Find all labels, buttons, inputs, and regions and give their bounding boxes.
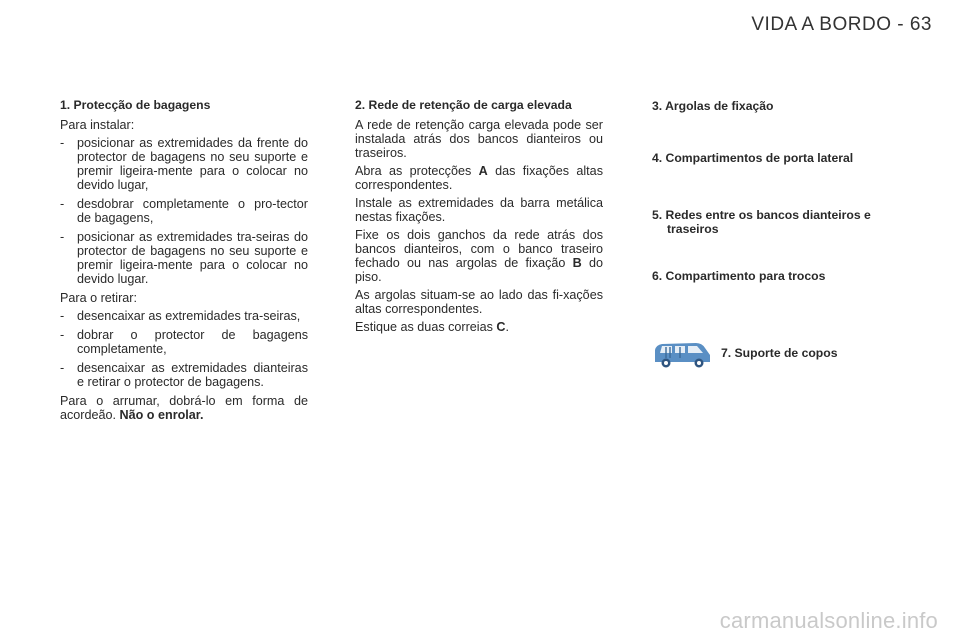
section-heading: 2. Rede de retenção de carga elevada bbox=[355, 98, 572, 112]
store-warning: Não o enrolar. bbox=[119, 408, 204, 422]
heading-coin-compartment: 6. Compartimento para trocos bbox=[652, 269, 826, 283]
paragraph: A rede de retenção carga elevada pode ser instalada atrás dos bancos dianteiros ou traseiros. bbox=[355, 118, 603, 160]
watermark: carmanualsonline.info bbox=[719, 608, 938, 633]
car-icon bbox=[652, 336, 712, 370]
page-header: VIDA A BORDO - 63 bbox=[751, 14, 932, 35]
paragraph: Abra as protecções A das fixações altas correspondentes. bbox=[355, 164, 603, 192]
column-cargo-net bbox=[355, 98, 603, 338]
list-item: - desencaixar as extremidades tra-seiras, bbox=[60, 309, 301, 323]
remove-label: Para o retirar: bbox=[60, 291, 137, 305]
section-heading: 1. Protecção de bagagens bbox=[60, 98, 211, 112]
list-item: - dobrar o protector de bagagens completamente, bbox=[60, 328, 308, 356]
heading-nets-between-seats: 5. Redes entre os bancos dianteiros e traseiros bbox=[652, 208, 871, 236]
paragraph: As argolas situam-se ao lado das fi-xações altas correspondentes. bbox=[355, 288, 603, 316]
heading-door-compartments: 4. Compartimentos de porta lateral bbox=[652, 151, 854, 165]
paragraph: Estique as duas correias C. bbox=[355, 320, 510, 334]
paragraph: Fixe os dois ganchos da rede atrás dos bancos dianteiros, com o banco traseiro fechado ou nas argolas de fixação B do piso. bbox=[355, 228, 603, 284]
store-paragraph: Para o arrumar, dobrá-lo em forma de acordeão. Não o enrolar. bbox=[60, 394, 308, 422]
heading-fixing-rings: 3. Argolas de fixação bbox=[652, 99, 774, 113]
list-item: - posicionar as extremidades da frente do protector de bagagens no seu suporte e premir ligeira-mente para o colocar no devido lugar, bbox=[60, 136, 308, 192]
paragraph: Instale as extremidades da barra metálica nestas fixações. bbox=[355, 196, 603, 224]
heading-cup-holder: 7. Suporte de copos bbox=[721, 346, 838, 360]
list-item: - desdobrar completamente o pro-tector de bagagens, bbox=[60, 197, 308, 225]
column-luggage-cover bbox=[60, 98, 308, 426]
list-item: - desencaixar as extremidades dianteiras e retirar o protector de bagagens. bbox=[60, 361, 308, 389]
list-item: - posicionar as extremidades tra-seiras do protector de bagagens no seu suporte e premir ligeira-mente para o colocar no devido lugar. bbox=[60, 230, 308, 286]
install-label: Para instalar: bbox=[60, 118, 135, 132]
